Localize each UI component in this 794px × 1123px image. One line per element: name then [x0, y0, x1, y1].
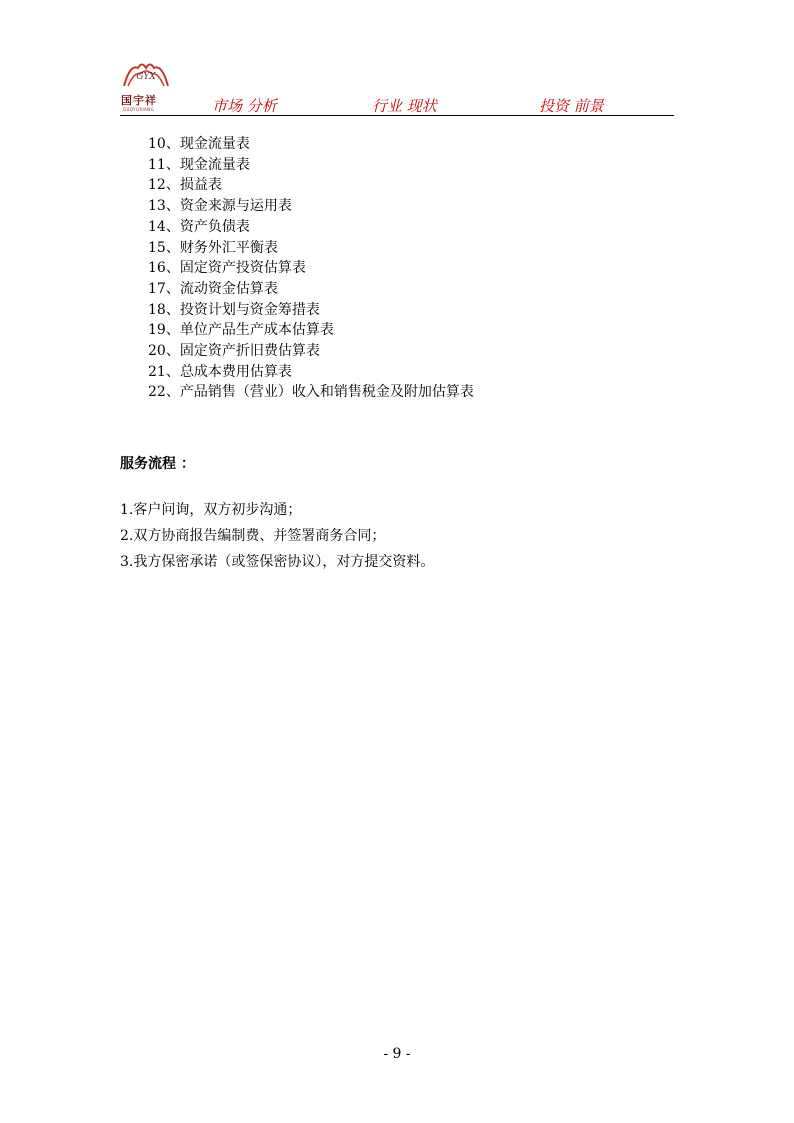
header-label-market-analysis: 市场 分析	[212, 97, 277, 115]
list-item: 20、固定资产折旧费估算表	[148, 343, 320, 360]
logo-subtitle: GUOYUXIANG	[123, 107, 155, 112]
company-logo	[120, 58, 172, 114]
logo-mark-text: GYX	[136, 72, 156, 82]
service-step: 1.客户问询，双方初步沟通；	[120, 502, 302, 518]
list-item: 16、固定资产投资估算表	[148, 260, 306, 277]
table-list	[148, 134, 474, 403]
list-item: 11、现金流量表	[148, 156, 250, 173]
list-item: 13、资金来源与运用表	[148, 198, 292, 215]
header-divider	[120, 115, 674, 116]
list-item: 17、流动资金估算表	[148, 280, 278, 297]
service-step: 2.双方协商报告编制费、并签署商务合同；	[120, 528, 386, 544]
list-item: 12、损益表	[148, 177, 222, 194]
logo-mark-icon	[122, 58, 170, 88]
list-item: 18、投资计划与资金筹措表	[148, 301, 320, 318]
service-step: 3.我方保密承诺（或签保密协议），对方提交资料。	[120, 554, 435, 570]
logo-name: 国宇祥	[121, 94, 157, 107]
header-label-investment-outlook: 投资 前景	[539, 97, 604, 115]
page-header	[120, 58, 674, 116]
header-label-industry-status: 行业 现状	[372, 97, 437, 115]
list-item: 22、产品销售（营业）收入和销售税金及附加估算表	[148, 384, 474, 401]
list-item: 21、总成本费用估算表	[148, 363, 292, 380]
service-process-heading: 服务流程 ：	[120, 456, 195, 472]
page-number: - 9 -	[383, 1046, 411, 1062]
list-item: 14、资产负债表	[148, 218, 250, 235]
list-item: 19、单位产品生产成本估算表	[148, 322, 334, 339]
service-steps	[120, 497, 434, 575]
list-item: 10、现金流量表	[148, 136, 250, 152]
list-item: 15、财务外汇平衡表	[148, 239, 278, 256]
